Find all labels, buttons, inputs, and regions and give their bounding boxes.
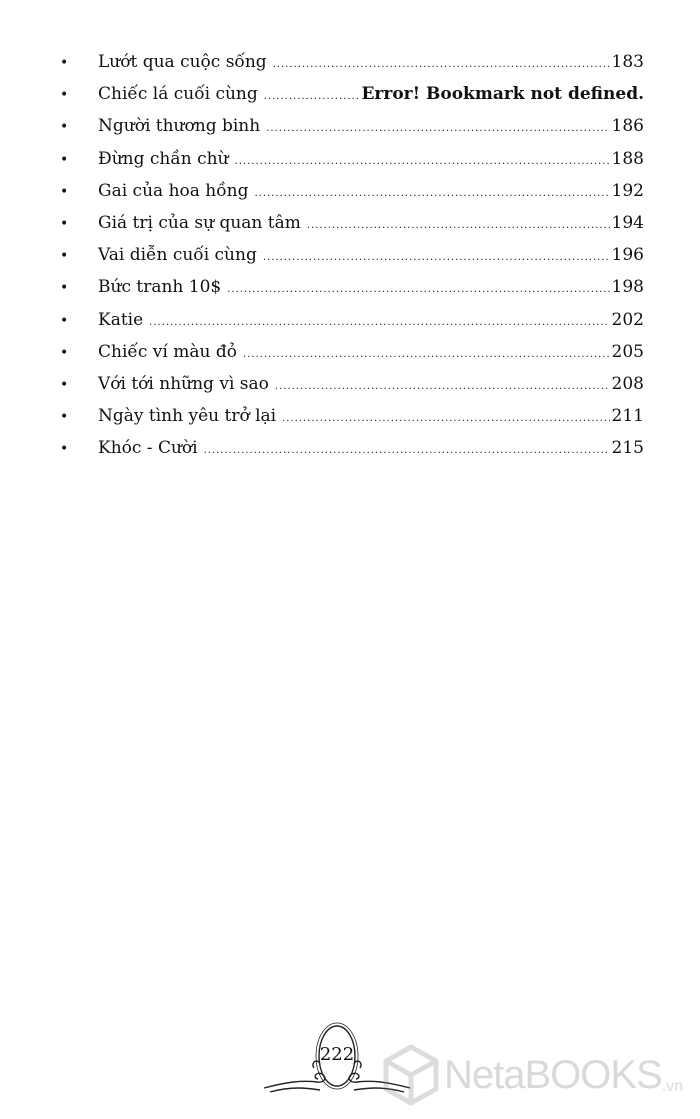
toc-entry[interactable] <box>56 84 644 116</box>
toc-entry[interactable] <box>56 213 644 245</box>
toc-entry[interactable] <box>56 52 644 84</box>
toc-entry-title: Gai của hoa hồng <box>98 180 249 201</box>
bullet-icon: • <box>60 280 69 297</box>
cube-logo-icon <box>382 1043 440 1107</box>
toc-entry-title: Với tới những vì sao <box>98 373 269 394</box>
watermark-brand: NetaBOOKS <box>444 1052 662 1097</box>
bullet-icon: • <box>60 183 69 200</box>
toc-entry-page: 215 <box>611 438 644 459</box>
bullet-icon: • <box>60 248 69 265</box>
toc-entry[interactable] <box>56 374 644 406</box>
toc-entry[interactable] <box>56 277 644 309</box>
toc-entry-page: 194 <box>611 212 644 233</box>
toc-entry-title: Khóc - Cười <box>98 438 198 459</box>
dot-leader <box>263 252 610 263</box>
dot-leader <box>149 317 609 328</box>
bullet-icon: • <box>60 409 69 426</box>
dot-leader <box>204 445 610 456</box>
toc-entry-title: Chiếc ví màu đỏ <box>98 341 237 362</box>
toc-entry-title: Bức tranh 10$ <box>98 277 222 298</box>
toc-entry[interactable] <box>56 438 644 470</box>
toc-entry[interactable] <box>56 406 644 438</box>
dot-leader <box>227 284 609 295</box>
toc-entry-page: 198 <box>611 277 644 298</box>
toc-entry-page: 202 <box>611 309 644 330</box>
toc-entry-page: 196 <box>611 245 644 266</box>
toc-entry[interactable] <box>56 310 644 342</box>
toc-entry-page: 183 <box>611 52 644 72</box>
dot-leader <box>235 156 610 167</box>
toc-entry[interactable] <box>56 245 644 277</box>
dot-leader <box>264 91 360 102</box>
dot-leader <box>254 188 609 199</box>
toc-entry-page: 192 <box>611 180 644 201</box>
dot-leader <box>275 381 610 392</box>
toc-entry-page: 188 <box>611 148 644 169</box>
toc-entry-title: Người thương binh <box>98 116 261 137</box>
toc-entry-title: Đừng chần chừ <box>98 148 229 169</box>
toc-entry-title: Lướt qua cuộc sống <box>98 52 267 72</box>
bullet-icon: • <box>60 55 69 71</box>
toc-entry-page: 208 <box>611 373 644 394</box>
bullet-icon: • <box>60 441 69 458</box>
toc-entry[interactable] <box>56 181 644 213</box>
toc-entry-title: Katie <box>98 309 144 330</box>
dot-leader <box>282 413 609 424</box>
bullet-icon: • <box>60 312 69 329</box>
dot-leader <box>273 59 610 70</box>
bullet-icon: • <box>60 119 69 136</box>
toc-entry-title: Giá trị của sự quan tâm <box>98 212 301 233</box>
toc-entry[interactable] <box>56 149 644 181</box>
bullet-icon: • <box>60 376 69 393</box>
toc-entry-title: Ngày tình yêu trở lại <box>98 406 277 427</box>
watermark-tld: .vn <box>661 1078 684 1095</box>
toc-entry-page: 211 <box>611 406 644 427</box>
toc-entry-page: Error! Bookmark not defined. <box>361 84 644 105</box>
bullet-icon: • <box>60 151 69 168</box>
toc-entry-page: 205 <box>611 341 644 362</box>
toc-entry-title: Chiếc lá cuối cùng <box>98 84 258 105</box>
toc-entry-page: 186 <box>611 116 644 137</box>
toc-entry-title: Vai diễn cuối cùng <box>98 245 257 266</box>
bullet-icon: • <box>60 215 69 232</box>
bullet-icon: • <box>60 87 69 104</box>
bullet-icon: • <box>60 344 69 361</box>
page-number: 222 <box>319 1044 355 1065</box>
toc-entry[interactable] <box>56 116 644 148</box>
dot-leader <box>266 123 609 134</box>
watermark <box>382 1040 692 1110</box>
dot-leader <box>307 220 610 231</box>
toc-entry[interactable] <box>56 342 644 374</box>
dot-leader <box>243 349 610 360</box>
table-of-contents <box>56 52 644 470</box>
